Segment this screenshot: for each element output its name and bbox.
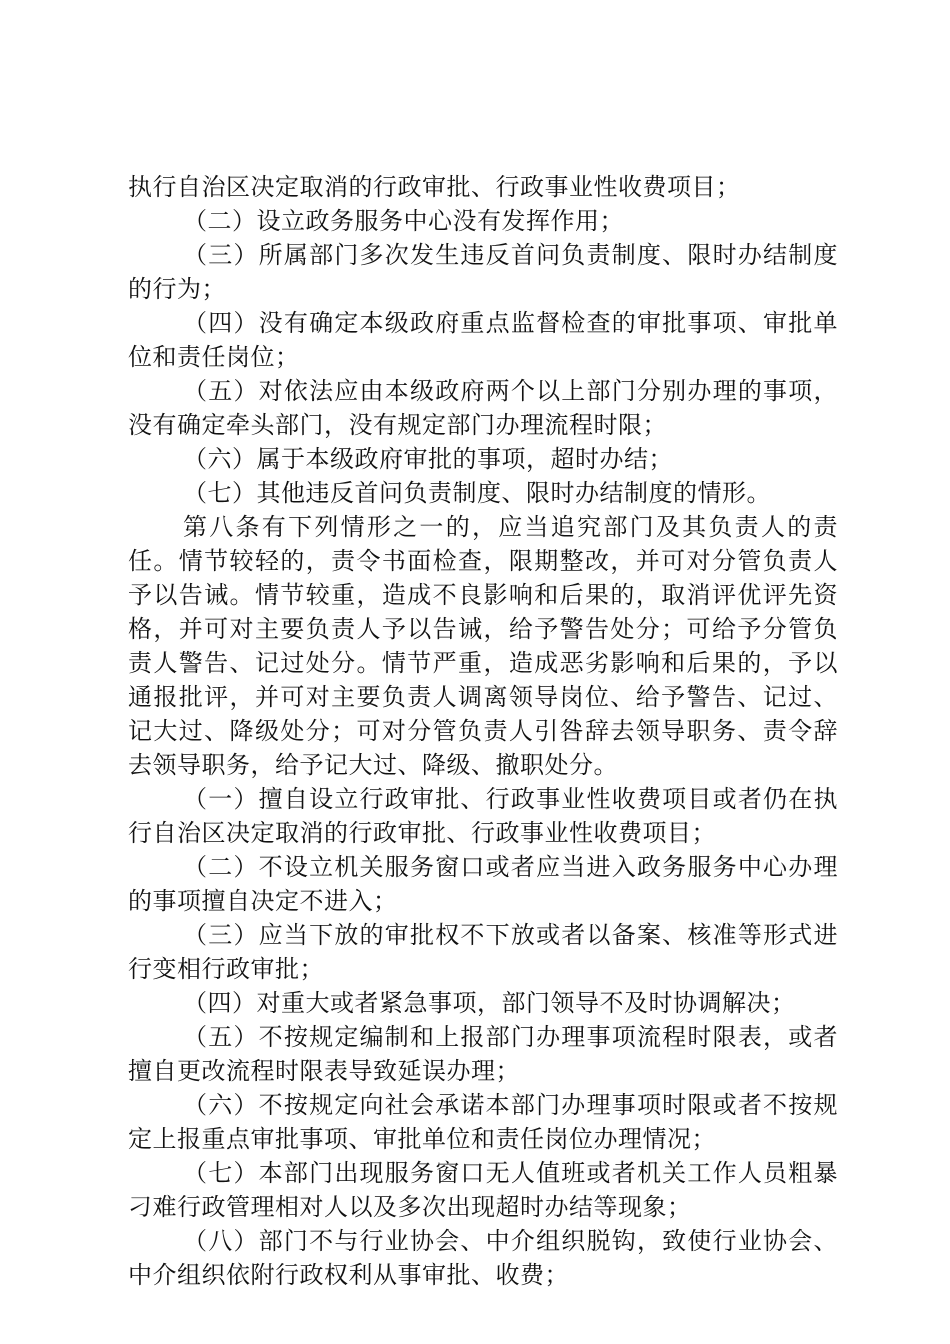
- paragraph-item-5: （五）对依法应由本级政府两个以上部门分别办理的事项，没有确定牵头部门，没有规定部门办理流程时限；: [128, 377, 838, 439]
- paragraph-article-8-item-1: （一）擅自设立行政审批、行政事业性收费项目或者仍在执行自治区决定取消的行政审批、行政事业性收费项目；: [128, 785, 838, 847]
- paragraph-article-8: 第八条有下列情形之一的，应当追究部门及其负责人的责任。情节较轻的，责令书面检查，限期整改，并可对分管负责人予以告诫。情节较重，造成不良影响和后果的，取消评优评先资格，并可对主要负责人予以告诫，给予警告处分；可给予分管负责人警告、记过处分。情节严重，造成恶劣影响和后果的，予以通报批评，并可对主要负责人调离领导岗位、给予警告、记过、记大过、降级处分；可对分管负责人引咎辞去领导职务、责令辞去领导职务，给予记大过、降级、撤职处分。: [128, 513, 838, 779]
- paragraph-article-8-item-3: （三）应当下放的审批权不下放或者以备案、核准等形式进行变相行政审批；: [128, 921, 838, 983]
- paragraph-continuation: 执行自治区决定取消的行政审批、行政事业性收费项目；: [128, 173, 741, 201]
- paragraph-article-8-item-6: （六）不按规定向社会承诺本部门办理事项时限或者不按规定上报重点审批事项、审批单位和责任岗位办理情况；: [128, 1091, 838, 1153]
- paragraph-item-3: （三）所属部门多次发生违反首问负责制度、限时办结制度的行为；: [128, 241, 838, 303]
- paragraph-item-2: （二）设立政务服务中心没有发挥作用；: [183, 207, 624, 235]
- paragraph-article-8-item-4: （四）对重大或者紧急事项，部门领导不及时协调解决；: [183, 989, 796, 1017]
- paragraph-item-4: （四）没有确定本级政府重点监督检查的审批事项、审批单位和责任岗位；: [128, 309, 838, 371]
- paragraph-article-8-item-7: （七）本部门出现服务窗口无人值班或者机关工作人员粗暴刁难行政管理相对人以及多次出现超时办结等现象；: [128, 1159, 838, 1221]
- paragraph-article-8-item-5: （五）不按规定编制和上报部门办理事项流程时限表，或者擅自更改流程时限表导致延误办理；: [128, 1023, 838, 1085]
- paragraph-item-7: （七）其他违反首问负责制度、限时办结制度的情形。: [183, 479, 771, 507]
- paragraph-article-8-item-8: （八）部门不与行业协会、中介组织脱钩，致使行业协会、中介组织依附行政权利从事审批、收费；: [128, 1227, 838, 1289]
- paragraph-item-6: （六）属于本级政府审批的事项，超时办结；: [183, 445, 673, 473]
- document-body: [128, 170, 838, 1292]
- paragraph-article-8-item-2: （二）不设立机关服务窗口或者应当进入政务服务中心办理的事项擅自决定不进入；: [128, 853, 838, 915]
